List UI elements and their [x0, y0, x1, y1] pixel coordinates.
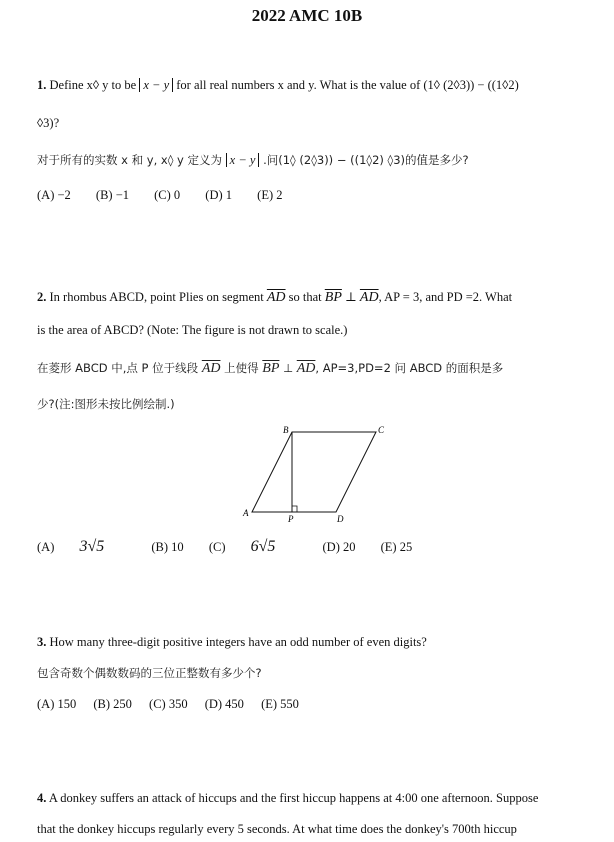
q3-choice-d[interactable]: (D) 450 — [204, 697, 244, 711]
q2-text-a: In rhombus ABCD, point Plies on segment — [49, 290, 264, 304]
q2-english-line-1 — [37, 289, 594, 306]
q1-choice-d[interactable]: (D) 1 — [205, 188, 233, 202]
right-angle-mark — [292, 506, 297, 512]
q4-english-line-1 — [37, 791, 594, 806]
vertex-d-label: D — [337, 514, 344, 524]
q4-english-line-2: that the donkey hiccups regularly every 5 seconds. At what time does the donkey's 700th hiccup — [37, 822, 517, 836]
q1-choice-b[interactable]: (B) −1 — [95, 188, 129, 202]
q3-choice-c[interactable]: (C) 350 — [149, 697, 188, 711]
q3-choice-b[interactable]: (B) 250 — [93, 697, 132, 711]
q1-choices — [37, 188, 305, 203]
q1-cn-abs-expression: x − y — [226, 153, 260, 167]
vertex-a-label: A — [243, 508, 249, 518]
q2-perp: ⊥ — [345, 290, 357, 304]
q2-text-c: , AP = 3, and PD =2. What — [378, 290, 513, 304]
q1-choice-a[interactable]: (A) −2 — [37, 188, 71, 202]
q3-choices — [37, 697, 313, 712]
q1-cn-text-b: .问(1◊ (2◊3)) − ((1◊2) ◊3)的值是多少? — [263, 153, 469, 167]
q2-choice-a[interactable] — [37, 538, 126, 556]
q1-english-line-1 — [37, 78, 594, 93]
q2-choice-c-label: (C) — [208, 540, 226, 554]
q2-cn-segment-bp: $\overline{BP}$ — [262, 361, 280, 376]
q1-choice-e[interactable]: (E) 2 — [257, 188, 283, 202]
q1-english-line-2: ◊3)? — [37, 116, 60, 130]
q2-choice-c[interactable] — [209, 538, 298, 556]
q4-text-a: A donkey suffers an attack of hiccups and the first hiccup happens at 4:00 one afternoon. Suppose — [48, 791, 539, 805]
q2-cn-text-c: , AP=3,PD=2 问 ABCD 的面积是多 — [315, 361, 504, 375]
q2-text-b: so that — [288, 290, 322, 304]
q2-segment-ad-2: $\overline{AD}$ — [359, 290, 379, 305]
q3-text: How many three-digit positive integers have an odd number of even digits? — [49, 635, 427, 649]
point-p-label: P — [288, 514, 294, 524]
q2-choice-c-value: 6√5 — [250, 538, 276, 555]
q2-segment-ad: $\overline{AD}$ — [266, 290, 286, 305]
q2-segment-bp: $\overline{BP}$ — [324, 290, 342, 305]
q2-choice-d[interactable]: (D) 20 — [322, 540, 356, 554]
q2-choice-b[interactable]: (B) 10 — [151, 540, 184, 554]
q2-chinese-line-2: 少?(注:图形未按比例绘制.) — [37, 397, 175, 411]
q3-chinese-line: 包含奇数个偶数数码的三位正整数有多少个? — [37, 666, 262, 680]
q1-chinese-line — [37, 152, 594, 168]
q2-cn-segment-ad-2: $\overline{AD}$ — [296, 361, 316, 376]
q3-english-line — [37, 635, 594, 650]
q2-number: 2. — [37, 290, 47, 304]
q1-text-b: for all real numbers x and y. What is the value of (1◊ (2◊3)) − ((1◊2) — [176, 78, 519, 92]
q1-number: 1. — [37, 78, 47, 92]
q1-choice-c[interactable]: (C) 0 — [154, 188, 181, 202]
vertex-c-label: C — [378, 425, 385, 435]
q4-number: 4. — [37, 791, 47, 805]
rhombus-figure — [240, 424, 390, 524]
q2-cn-perp: ⊥ — [283, 361, 294, 375]
q2-choice-e[interactable]: (E) 25 — [380, 540, 413, 554]
q2-cn-text-a: 在菱形 ABCD 中,点 P 位于线段 — [37, 361, 199, 375]
rhombus-outline — [252, 432, 376, 512]
q1-cn-text-a: 对于所有的实数 x 和 y, x◊ y 定义为 — [37, 153, 222, 167]
q2-english-line-2: is the area of ABCD? (Note: The figure is not drawn to scale.) — [37, 323, 348, 337]
q2-cn-text-b: 上使得 — [224, 361, 259, 375]
q2-cn-segment-ad: $\overline{AD}$ — [201, 361, 221, 376]
q2-chinese-line-1 — [37, 360, 594, 377]
q1-text-a: Define x◊ y to be — [49, 78, 137, 92]
vertex-b-label: B — [283, 425, 289, 435]
q3-choice-e[interactable]: (E) 550 — [261, 697, 299, 711]
q1-abs-expression: x − y — [139, 78, 173, 92]
q3-number: 3. — [37, 635, 47, 649]
q3-choice-a[interactable]: (A) 150 — [37, 697, 77, 711]
q2-choices — [37, 538, 434, 556]
q2-choice-a-label: (A) — [37, 540, 55, 554]
page-title: 2022 AMC 10B — [251, 6, 363, 25]
q2-choice-a-value: 3√5 — [79, 538, 105, 555]
